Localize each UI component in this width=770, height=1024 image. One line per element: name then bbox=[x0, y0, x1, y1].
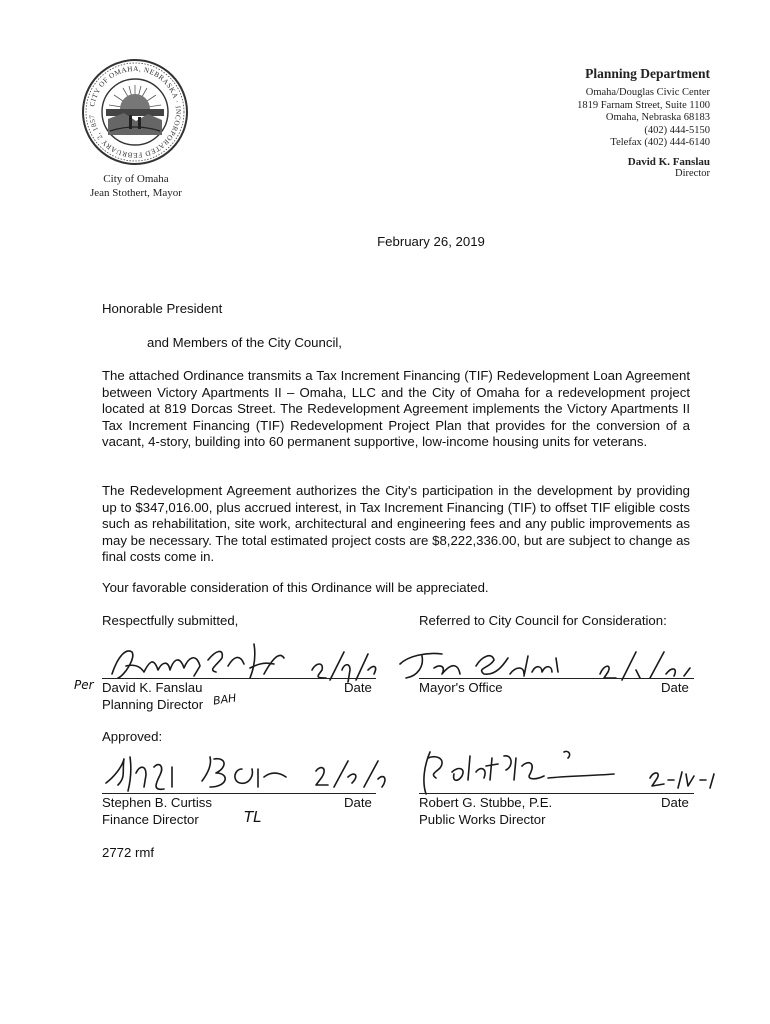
body-paragraph-1: The attached Ordinance transmits a Tax Increment Financing (TIF) Redevelopment Loan Agreement between Victory Apartments II – Omaha, LLC and the City of Omaha for a redevelopment project located at 819 Dorcas Street. The Redevelopment Agreement implements the Victory Apartments II Tax Increment Financing (TIF) Redevelopment Project Plan that provides for the conversion of a vacant, 4-story, building into 60 permanent supportive, low-income housing units for veterans. bbox=[102, 368, 690, 449]
curtiss-initials: TL bbox=[244, 808, 262, 826]
salutation-line-2: and Members of the City Council, bbox=[147, 335, 342, 350]
department-name: Planning Department bbox=[585, 66, 710, 81]
mayor-office-label: Mayor's Office bbox=[419, 680, 503, 695]
city-name: City of Omaha bbox=[103, 173, 169, 185]
address-line: (402) 444-5150 bbox=[644, 124, 710, 136]
stubbe-title: Public Works Director bbox=[419, 812, 546, 827]
body-paragraph-2: The Redevelopment Agreement authorizes the City's participation in the development by providing up to $347,016.00, plus accrued interest, in Tax Increment Financing (TIF) to offset TIF eligible costs such as rehabilitation, site work, architectural and engineering fees and any public improvements as may be necessary. The total estimated project costs are $8,222,336.00, but are subject to change as final costs come in. bbox=[102, 483, 690, 564]
body-paragraph-3: Your favorable consideration of this Ordinance will be appreciated. bbox=[102, 580, 489, 595]
approved-label: Approved: bbox=[102, 729, 163, 744]
letter-date: February 26, 2019 bbox=[377, 234, 485, 249]
city-block bbox=[72, 172, 200, 200]
fanslau-initials: BAH bbox=[212, 691, 238, 708]
fanslau-name: David K. Fanslau bbox=[102, 680, 203, 695]
fanslau-signature-line bbox=[102, 678, 376, 679]
curtiss-signature bbox=[102, 747, 392, 797]
stubbe-name: Robert G. Stubbe, P.E. bbox=[419, 795, 553, 810]
footer-code: 2772 rmf bbox=[102, 845, 155, 860]
address-line: Omaha/Douglas Civic Center bbox=[585, 87, 710, 98]
stubbe-date-label: Date bbox=[661, 795, 689, 810]
curtiss-title: Finance Director bbox=[102, 812, 199, 827]
address-line: Omaha, Nebraska 68183 bbox=[605, 112, 710, 124]
seal-text: CITY OF OMAHA, NEBRASKA · INCORPORATED FEBRUARY 2, 1857 bbox=[88, 64, 183, 160]
referred-to-council: Referred to City Council for Consideration: bbox=[419, 613, 667, 628]
address-line: 1819 Farnam Street, Suite 1100 bbox=[577, 99, 710, 111]
mayor-name: Jean Stothert, Mayor bbox=[90, 187, 182, 199]
salutation-line-1: Honorable President bbox=[102, 301, 223, 316]
department-block bbox=[450, 66, 710, 179]
curtiss-signature-line bbox=[102, 793, 376, 794]
director-name: David K. Fanslau bbox=[627, 155, 710, 168]
fanslau-title: Planning Director bbox=[102, 697, 204, 712]
address-line: Telefax (402) 444-6140 bbox=[610, 137, 710, 149]
seal-graphic bbox=[80, 57, 190, 167]
curtiss-name: Stephen B. Curtiss bbox=[102, 795, 212, 810]
director-title: Director bbox=[675, 167, 710, 179]
stubbe-signature bbox=[418, 744, 718, 798]
respectfully-submitted: Respectfully submitted, bbox=[102, 613, 239, 628]
fanslau-date-label: Date bbox=[344, 680, 372, 695]
curtiss-date-label: Date bbox=[344, 795, 372, 810]
margin-note-per: Per bbox=[74, 678, 94, 692]
mayor-date-label: Date bbox=[661, 680, 689, 695]
mayor-signature-line bbox=[419, 678, 694, 679]
stubbe-signature-line bbox=[419, 793, 694, 794]
city-seal bbox=[80, 57, 190, 167]
